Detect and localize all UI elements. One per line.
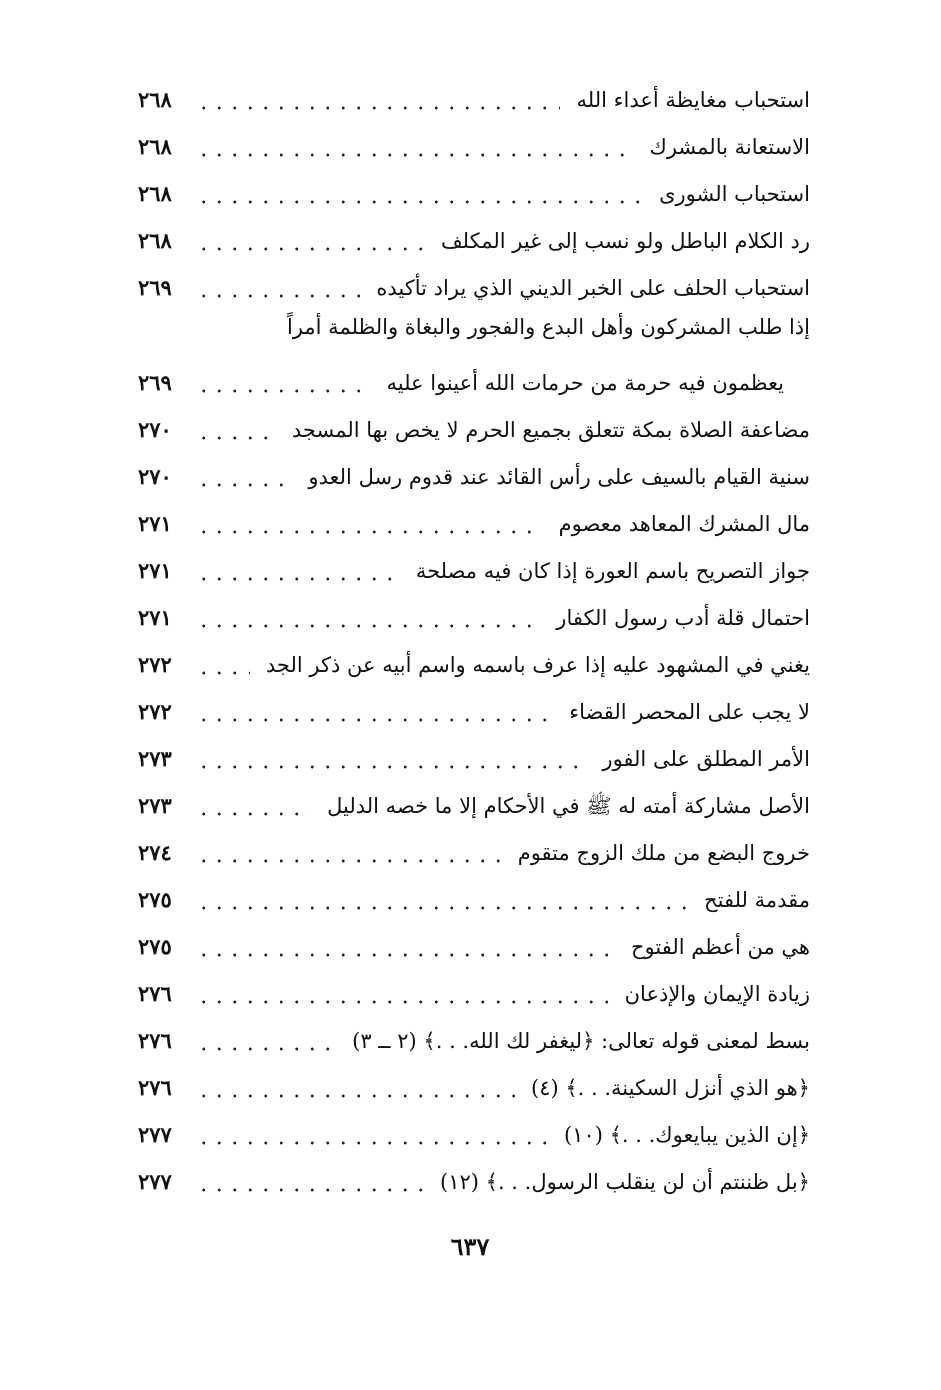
toc-entry-title: الأمر المطلق على الفور bbox=[602, 747, 810, 771]
toc-entry-page: ٢٧٢ bbox=[138, 652, 172, 677]
toc-entry-page: ٢٦٩ bbox=[138, 370, 172, 395]
toc-entry-page: ٢٧٧ bbox=[138, 1122, 172, 1147]
toc-entry-page: ٢٧٣ bbox=[138, 793, 172, 818]
toc-entry-title: ﴿إن الذين يبايعوك. . .﴾ (١٠) bbox=[563, 1123, 810, 1147]
toc-entry-page: ٢٧٣ bbox=[138, 746, 172, 771]
dot-leader bbox=[196, 693, 553, 723]
toc-entry bbox=[138, 923, 810, 963]
toc-entry-title: يغني في المشهود عليه إذا عرف باسمه واسم أبيه عن ذكر الجد bbox=[265, 653, 810, 677]
dot-leader bbox=[196, 505, 543, 535]
toc-entry-page: ٢٧٦ bbox=[138, 981, 172, 1006]
toc-entry-title: مقدمة للفتح bbox=[704, 888, 810, 912]
dot-leader bbox=[196, 1163, 424, 1193]
toc-entry bbox=[138, 547, 810, 587]
toc-entry-title: الاستعانة بالمشرك bbox=[649, 135, 810, 159]
toc-entry-page: ٢٧٧ bbox=[138, 1169, 172, 1194]
toc-entry bbox=[138, 1017, 810, 1057]
toc-entry bbox=[138, 170, 810, 210]
toc-entry-title: رد الكلام الباطل ولو نسب إلى غير المكلف bbox=[440, 229, 810, 253]
toc-entry-page: ٢٧٥ bbox=[138, 887, 172, 912]
toc-entry bbox=[138, 264, 810, 304]
toc-entry-title: سنية القيام بالسيف على رأس القائد عند قدوم رسل العدو bbox=[308, 465, 810, 489]
dot-leader bbox=[196, 881, 688, 911]
toc-entry bbox=[138, 782, 810, 822]
toc-entry-title: جواز التصريح باسم العورة إذا كان فيه مصلحة bbox=[415, 559, 810, 583]
table-of-contents bbox=[138, 76, 810, 1226]
toc-entry-title: ﴿هو الذي أنزل السكينة. . .﴾ (٤) bbox=[530, 1076, 810, 1100]
dot-leader bbox=[196, 175, 643, 205]
toc-entry-title: إذا طلب المشركون وأهل البدع والفجور والبغاة والظلمة أمراً bbox=[287, 315, 810, 339]
toc-entry-title: لا يجب على المحصر القضاء bbox=[569, 700, 810, 724]
dot-leader bbox=[196, 975, 609, 1005]
toc-entry-page: ٢٧١ bbox=[138, 558, 172, 583]
toc-entry-title: الأصل مشاركة أمته له ﷺ في الأحكام إلا ما خصه الدليل bbox=[327, 794, 810, 818]
toc-entry-page: ٢٧٦ bbox=[138, 1028, 172, 1053]
dot-leader bbox=[196, 928, 615, 958]
toc-entry-title: خروج البضع من ملك الزوج متقوم bbox=[517, 841, 810, 865]
toc-entry-page: ٢٦٩ bbox=[138, 275, 172, 300]
toc-entry bbox=[138, 1064, 810, 1104]
toc-entry-page: ٢٧٢ bbox=[138, 699, 172, 724]
toc-entry-page: ٢٦٨ bbox=[138, 134, 172, 159]
dot-leader bbox=[196, 1069, 515, 1099]
toc-entry-continuation bbox=[138, 359, 810, 399]
toc-entry bbox=[138, 829, 810, 869]
toc-entry-title: مضاعفة الصلاة بمكة تتعلق بجميع الحرم لا يخص بها المسجد bbox=[291, 418, 810, 442]
dot-leader bbox=[196, 411, 276, 441]
toc-entry-page: ٢٧٤ bbox=[138, 840, 172, 865]
toc-entry-title: استحباب الحلف على الخبر الديني الذي يراد تأكيده bbox=[376, 276, 810, 300]
toc-entry bbox=[138, 1158, 810, 1198]
toc-entry-page: ٢٧٦ bbox=[138, 1075, 172, 1100]
dot-leader bbox=[196, 599, 540, 629]
toc-entry bbox=[138, 641, 810, 681]
dot-leader bbox=[196, 81, 560, 111]
toc-entry bbox=[138, 735, 810, 775]
dot-leader bbox=[196, 1116, 548, 1146]
dot-leader bbox=[196, 646, 250, 676]
toc-entry-title: مال المشرك المعاهد معصوم bbox=[558, 512, 810, 536]
toc-entry-title: استحباب الشورى bbox=[659, 182, 810, 206]
dot-leader bbox=[196, 458, 292, 488]
toc-entry-page: ٢٦٨ bbox=[138, 181, 172, 206]
toc-entry-page: ٢٧١ bbox=[138, 605, 172, 630]
page-number: ٦٣٧ bbox=[450, 1232, 490, 1261]
dot-leader bbox=[196, 128, 634, 158]
toc-entry-page: ٢٧١ bbox=[138, 511, 172, 536]
toc-entry-page: ٢٧٠ bbox=[138, 464, 172, 489]
toc-entry-page: ٢٧٠ bbox=[138, 417, 172, 442]
toc-entry bbox=[138, 1111, 810, 1151]
toc-entry bbox=[138, 76, 810, 116]
toc-entry-page: ٢٦٨ bbox=[138, 228, 172, 253]
toc-entry bbox=[138, 970, 810, 1010]
toc-entry-title: احتمال قلة أدب رسول الكفار bbox=[556, 606, 810, 630]
toc-entry bbox=[138, 217, 810, 257]
toc-entry bbox=[138, 123, 810, 163]
dot-leader bbox=[196, 364, 370, 394]
toc-entry-title: زيادة الإيمان والإذعان bbox=[624, 982, 810, 1006]
toc-entry-page: ٢٧٥ bbox=[138, 934, 172, 959]
toc-entry-title: استحباب مغايظة أعداء الله bbox=[576, 88, 810, 112]
toc-entry bbox=[138, 688, 810, 728]
dot-leader bbox=[196, 740, 586, 770]
toc-entry-title: يعظمون فيه حرمة من حرمات الله أعينوا عليه bbox=[386, 371, 784, 395]
toc-entry-page: ٢٦٨ bbox=[138, 87, 172, 112]
toc-entry bbox=[138, 453, 810, 493]
toc-entry bbox=[138, 876, 810, 916]
dot-leader bbox=[196, 552, 400, 582]
toc-entry bbox=[138, 406, 810, 446]
toc-entry-title: هي من أعظم الفتوح bbox=[630, 935, 810, 959]
dot-leader bbox=[196, 834, 502, 864]
toc-entry bbox=[138, 594, 810, 634]
dot-leader bbox=[196, 269, 360, 299]
toc-entry-title: ﴿بل ظننتم أن لن ينقلب الرسول. . .﴾ (١٢) bbox=[440, 1170, 810, 1194]
dot-leader bbox=[196, 787, 311, 817]
toc-entry bbox=[138, 500, 810, 540]
toc-entry-first-line bbox=[138, 311, 810, 351]
dot-leader bbox=[196, 222, 425, 252]
dot-leader bbox=[196, 1022, 336, 1052]
toc-entry-title: بسط لمعنى قوله تعالى: ﴿ليغفر لك الله. . .﴾ (٢ ــ ٣) bbox=[352, 1029, 810, 1053]
